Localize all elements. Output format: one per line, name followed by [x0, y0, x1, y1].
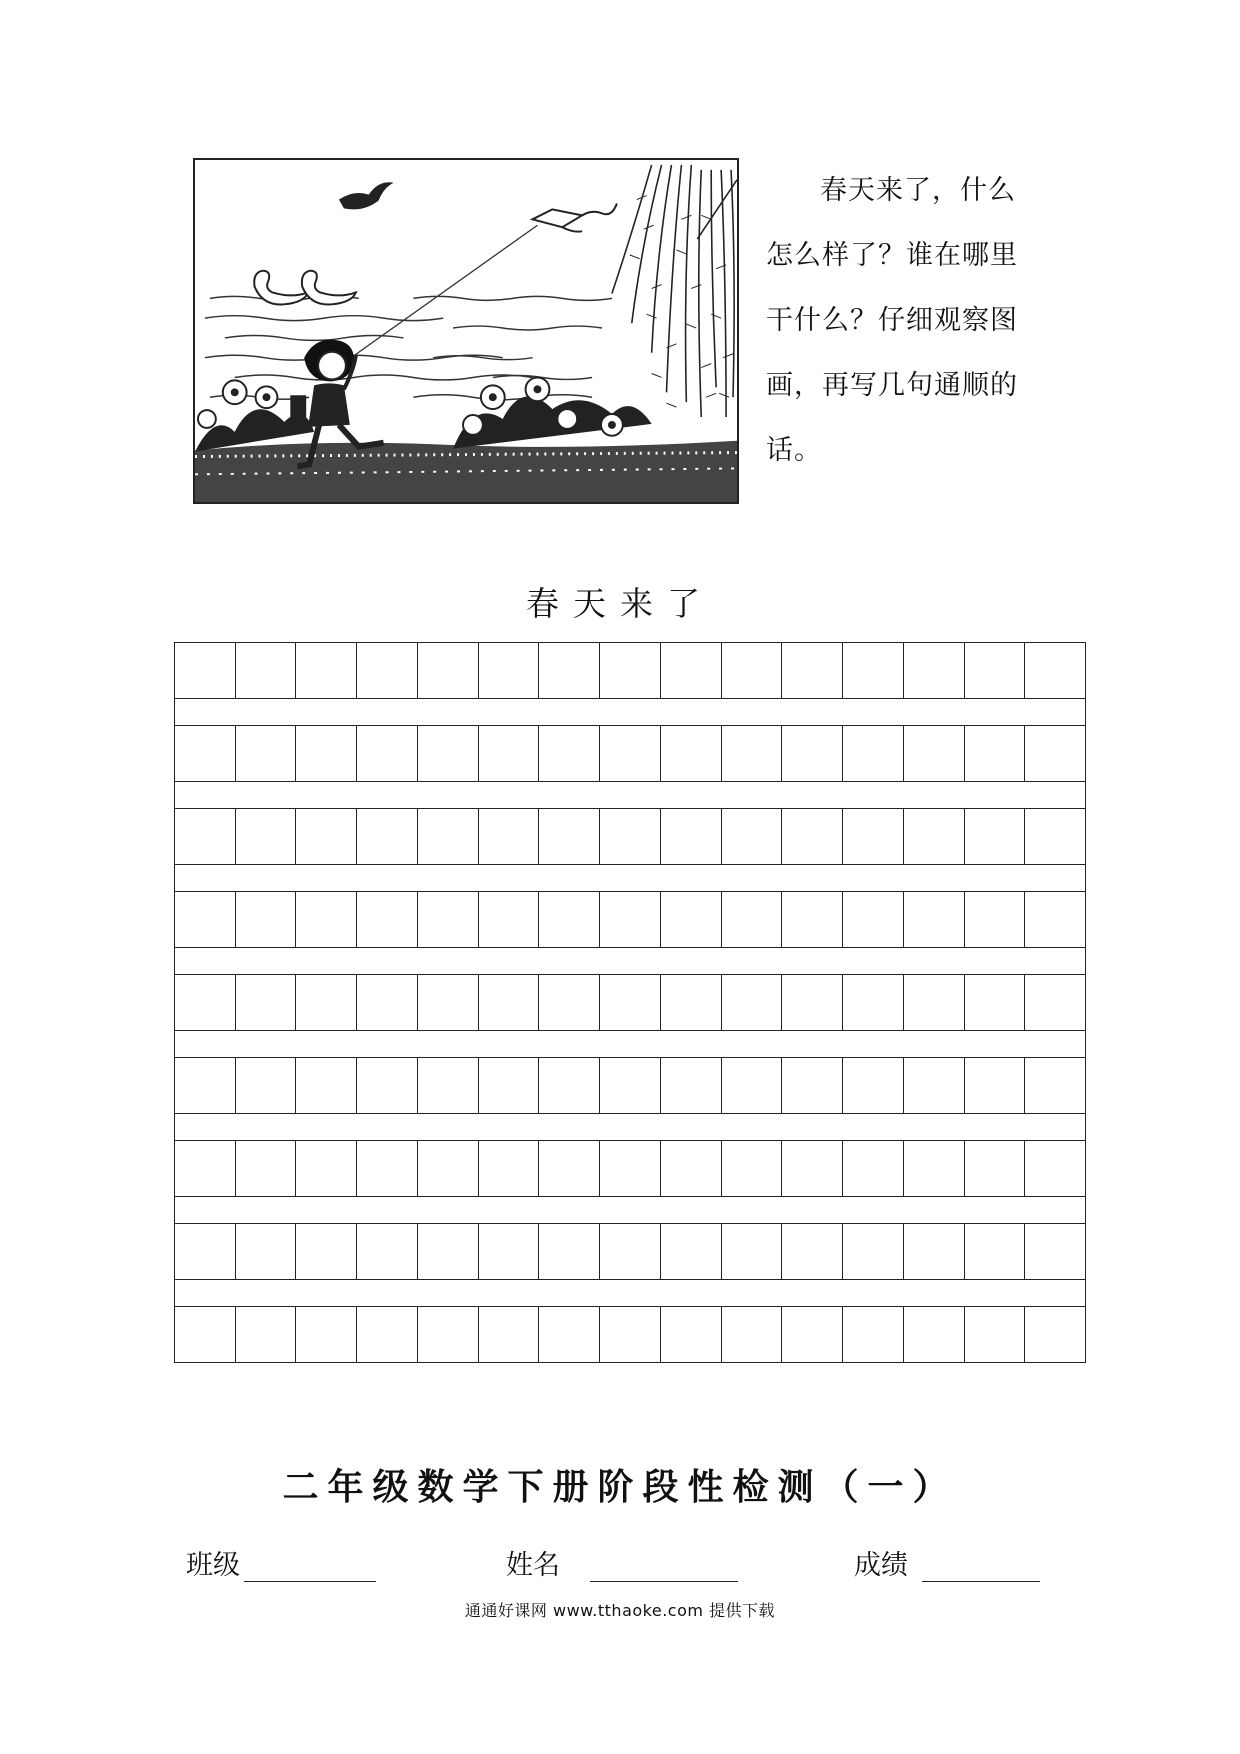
grid-cell[interactable] [843, 1141, 904, 1196]
grid-cell[interactable] [479, 1307, 540, 1362]
grid-cell[interactable] [722, 809, 783, 864]
grid-cell[interactable] [843, 1307, 904, 1362]
grid-cell[interactable] [661, 1307, 722, 1362]
grid-cell[interactable] [236, 1141, 297, 1196]
grid-cell[interactable] [722, 643, 783, 698]
grid-cell[interactable] [965, 726, 1026, 781]
grid-cell[interactable] [236, 643, 297, 698]
grid-cell[interactable] [600, 726, 661, 781]
grid-row [174, 891, 1086, 948]
grid-cell[interactable] [843, 809, 904, 864]
class-label: 班级 [186, 1550, 240, 1581]
flowers-right [453, 377, 652, 448]
grid-cell[interactable] [904, 892, 965, 947]
grid-cell[interactable] [904, 726, 965, 781]
grid-cell[interactable] [418, 726, 479, 781]
grid-cell[interactable] [236, 726, 297, 781]
class-blank[interactable] [244, 1553, 376, 1582]
grid-cell[interactable] [479, 1058, 540, 1113]
grid-cell[interactable] [782, 975, 843, 1030]
grid-cell[interactable] [296, 975, 357, 1030]
grid-cell[interactable] [175, 643, 236, 698]
grid-cell[interactable] [479, 975, 540, 1030]
grid-cell[interactable] [722, 1141, 783, 1196]
grid-cell[interactable] [661, 1224, 722, 1279]
grid-cell[interactable] [904, 1307, 965, 1362]
grid-row [174, 974, 1086, 1031]
grid-cell[interactable] [418, 975, 479, 1030]
grid-cell[interactable] [539, 1141, 600, 1196]
grid-cell[interactable] [782, 726, 843, 781]
grid-cell[interactable] [965, 1224, 1026, 1279]
grid-cell[interactable] [479, 643, 540, 698]
grid-cell[interactable] [1025, 1224, 1085, 1279]
spring-scene-drawing [195, 160, 737, 502]
grid-row [174, 1140, 1086, 1197]
grid-cell[interactable] [1025, 892, 1085, 947]
grid-cell[interactable] [904, 1141, 965, 1196]
grid-row-gap [174, 1114, 1086, 1140]
prompt-line: 怎么样了？谁在哪里 [766, 240, 1018, 271]
river [205, 296, 612, 399]
grid-cell[interactable] [175, 892, 236, 947]
grid-cell[interactable] [539, 975, 600, 1030]
composition-title: 春天来了 [526, 584, 714, 623]
grid-cell[interactable] [175, 1224, 236, 1279]
grid-cell[interactable] [661, 1141, 722, 1196]
willow-leaves [630, 196, 733, 408]
prompt-text [766, 158, 1046, 483]
grid-cell[interactable] [904, 1058, 965, 1113]
grid-cell[interactable] [236, 809, 297, 864]
grid-cell[interactable] [1025, 643, 1085, 698]
grid-cell[interactable] [1025, 809, 1085, 864]
grid-cell[interactable] [600, 809, 661, 864]
grid-cell[interactable] [539, 892, 600, 947]
grid-cell[interactable] [1025, 975, 1085, 1030]
name-label: 姓名 [506, 1550, 560, 1581]
grid-row-gap [174, 699, 1086, 725]
score-field [854, 1543, 1040, 1582]
grid-cell[interactable] [782, 1058, 843, 1113]
grid-cell[interactable] [722, 975, 783, 1030]
grid-cell[interactable] [661, 726, 722, 781]
grid-cell[interactable] [236, 1307, 297, 1362]
grid-cell[interactable] [1025, 1141, 1085, 1196]
grid-cell[interactable] [479, 726, 540, 781]
grid-cell[interactable] [296, 1058, 357, 1113]
writing-grid [174, 642, 1086, 1363]
grid-cell[interactable] [418, 892, 479, 947]
grid-cell[interactable] [782, 1141, 843, 1196]
grid-cell[interactable] [296, 892, 357, 947]
grid-cell[interactable] [782, 1307, 843, 1362]
grid-cell[interactable] [965, 1141, 1026, 1196]
grid-cell[interactable] [357, 1058, 418, 1113]
grid-cell[interactable] [357, 892, 418, 947]
grid-cell[interactable] [722, 892, 783, 947]
spring-illustration [193, 158, 739, 504]
grid-cell[interactable] [479, 1141, 540, 1196]
grid-row [174, 642, 1086, 699]
grid-cell[interactable] [296, 643, 357, 698]
prompt-line: 干什么？仔细观察图 [766, 305, 1018, 336]
grid-cell[interactable] [539, 1058, 600, 1113]
grid-cell[interactable] [843, 726, 904, 781]
grid-cell[interactable] [296, 726, 357, 781]
grid-row [174, 725, 1086, 782]
grid-cell[interactable] [296, 1224, 357, 1279]
grid-cell[interactable] [843, 1058, 904, 1113]
grid-cell[interactable] [175, 726, 236, 781]
grid-cell[interactable] [479, 1224, 540, 1279]
grid-cell[interactable] [418, 1307, 479, 1362]
grid-cell[interactable] [965, 643, 1026, 698]
prompt-line: 话。 [766, 435, 822, 466]
grid-cell[interactable] [1025, 1307, 1085, 1362]
grid-cell[interactable] [236, 1058, 297, 1113]
grid-cell[interactable] [661, 975, 722, 1030]
grid-cell[interactable] [296, 1307, 357, 1362]
grid-cell[interactable] [357, 1224, 418, 1279]
prompt-line: 春天来了，什么 [820, 175, 1016, 206]
grid-cell[interactable] [539, 1224, 600, 1279]
grid-row [174, 1223, 1086, 1280]
grid-cell[interactable] [661, 643, 722, 698]
willow-tree [612, 165, 737, 417]
grid-row-gap [174, 782, 1086, 808]
grid-row [174, 1057, 1086, 1114]
grid-cell[interactable] [539, 1307, 600, 1362]
grid-cell[interactable] [904, 975, 965, 1030]
grid-row-gap [174, 1031, 1086, 1057]
grid-cell[interactable] [843, 892, 904, 947]
grid-cell[interactable] [600, 1307, 661, 1362]
grid-cell[interactable] [539, 726, 600, 781]
grid-cell[interactable] [843, 1224, 904, 1279]
grid-cell[interactable] [357, 975, 418, 1030]
grid-cell[interactable] [600, 1224, 661, 1279]
grid-row [174, 808, 1086, 865]
grid-cell[interactable] [357, 809, 418, 864]
grid-cell[interactable] [843, 975, 904, 1030]
grass [195, 441, 737, 502]
grid-cell[interactable] [296, 809, 357, 864]
grid-cell[interactable] [418, 809, 479, 864]
grid-cell[interactable] [965, 1307, 1026, 1362]
kite-icon [354, 203, 617, 355]
grid-cell[interactable] [175, 1307, 236, 1362]
name-field [506, 1543, 738, 1582]
score-blank[interactable] [922, 1553, 1040, 1582]
grid-cell[interactable] [175, 1058, 236, 1113]
grid-cell[interactable] [782, 1224, 843, 1279]
grid-cell[interactable] [600, 1141, 661, 1196]
grid-cell[interactable] [965, 809, 1026, 864]
prompt-line: 画，再写几句通顺的 [766, 370, 1018, 401]
grid-cell[interactable] [418, 1141, 479, 1196]
grid-cell[interactable] [357, 1307, 418, 1362]
grid-cell[interactable] [357, 643, 418, 698]
grid-cell[interactable] [479, 809, 540, 864]
grid-cell[interactable] [175, 809, 236, 864]
grid-cell[interactable] [782, 892, 843, 947]
grid-cell[interactable] [357, 726, 418, 781]
grid-cell[interactable] [965, 975, 1026, 1030]
grid-cell[interactable] [600, 1058, 661, 1113]
grid-cell[interactable] [418, 1224, 479, 1279]
grid-cell[interactable] [661, 809, 722, 864]
grid-cell[interactable] [479, 892, 540, 947]
grid-cell[interactable] [418, 643, 479, 698]
grid-cell[interactable] [782, 809, 843, 864]
grid-cell[interactable] [236, 975, 297, 1030]
grid-row-gap [174, 1280, 1086, 1306]
score-label: 成绩 [854, 1550, 908, 1581]
grid-cell[interactable] [236, 1224, 297, 1279]
name-blank[interactable] [590, 1553, 738, 1582]
grid-cell[interactable] [661, 1058, 722, 1113]
grid-cell[interactable] [600, 892, 661, 947]
footer-note: 通通好课网 www.tthaoke.com 提供下载 [464, 1601, 776, 1620]
grid-cell[interactable] [722, 1058, 783, 1113]
grid-cell[interactable] [600, 643, 661, 698]
grid-cell[interactable] [418, 1058, 479, 1113]
grid-cell[interactable] [843, 643, 904, 698]
exam-title: 二年级数学下册阶段性检测（一） [282, 1467, 958, 1508]
grid-cell[interactable] [296, 1141, 357, 1196]
grid-row-gap [174, 865, 1086, 891]
grid-row-gap [174, 948, 1086, 974]
grid-cell[interactable] [782, 643, 843, 698]
grid-cell[interactable] [175, 1141, 236, 1196]
grid-cell[interactable] [904, 643, 965, 698]
grid-cell[interactable] [357, 1141, 418, 1196]
grid-cell[interactable] [965, 1058, 1026, 1113]
grid-cell[interactable] [1025, 726, 1085, 781]
class-field [186, 1543, 376, 1582]
grid-row [174, 1306, 1086, 1363]
grid-cell[interactable] [904, 809, 965, 864]
grid-cell[interactable] [236, 892, 297, 947]
grid-cell[interactable] [539, 643, 600, 698]
grid-cell[interactable] [722, 1224, 783, 1279]
grid-cell[interactable] [722, 1307, 783, 1362]
grid-cell[interactable] [600, 975, 661, 1030]
grid-cell[interactable] [539, 809, 600, 864]
grid-cell[interactable] [661, 892, 722, 947]
swallow-icon [339, 182, 394, 209]
grid-cell[interactable] [904, 1224, 965, 1279]
grid-cell[interactable] [965, 892, 1026, 947]
grid-cell[interactable] [722, 726, 783, 781]
grid-cell[interactable] [1025, 1058, 1085, 1113]
grid-row-gap [174, 1197, 1086, 1223]
grid-cell[interactable] [175, 975, 236, 1030]
